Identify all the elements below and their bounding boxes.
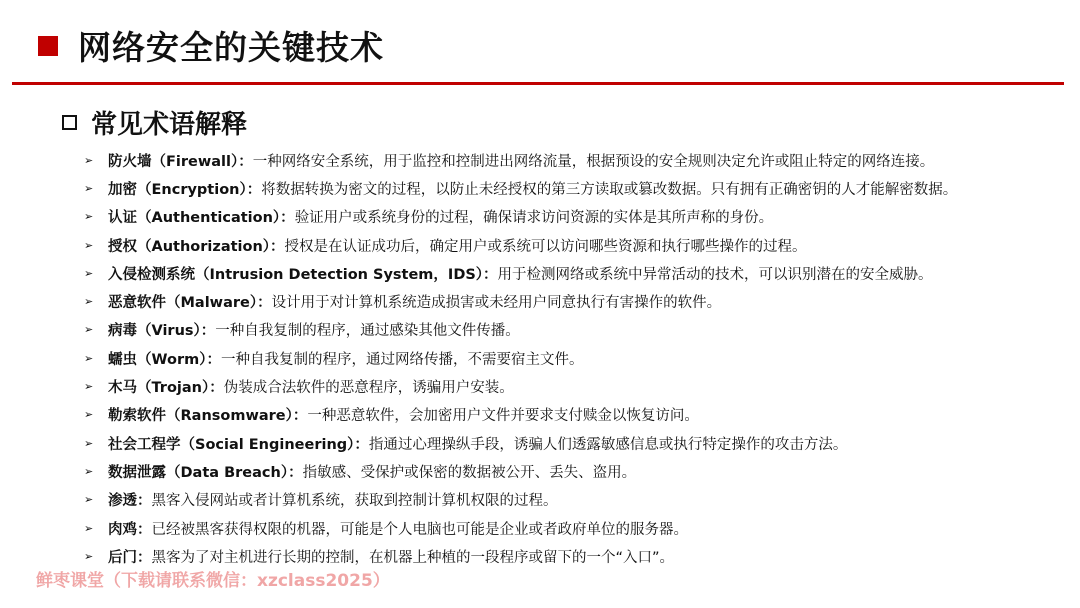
- list-item: [84, 316, 957, 344]
- list-item: [84, 259, 957, 287]
- term-description: 一种恶意软件，会加密用户文件并要求支付赎金以恢复访问。: [307, 408, 699, 425]
- section-heading: [62, 104, 247, 141]
- slide-title: 网络安全的关键技术: [78, 28, 384, 67]
- list-item: [84, 203, 957, 231]
- term-name: 渗透：: [108, 493, 152, 510]
- watermark-text: 鲜枣课堂（下载请联系微信：xzclass2025）: [36, 571, 390, 591]
- list-item: [84, 174, 957, 202]
- arrow-bullet-icon: ➢: [84, 181, 94, 195]
- slide-title-bar: [38, 22, 384, 69]
- term-description: 用于检测网络或系统中异常活动的技术，可以识别潜在的安全威胁。: [497, 266, 933, 283]
- arrow-bullet-icon: ➢: [84, 323, 94, 337]
- term-description: 一种自我复制的程序，通过网络传播，不需要宿主文件。: [220, 351, 584, 368]
- term-description: 指敏感、受保护或保密的数据被公开、丢失、盗用。: [302, 464, 637, 481]
- term-description: 一种自我复制的程序，通过感染其他文件传播。: [215, 323, 520, 340]
- term-description: 将数据转换为密文的过程，以防止未经授权的第三方读取或篡改数据。只有拥有正确密钥的人才能解密数据。: [261, 181, 958, 198]
- term-description: 验证用户或系统身份的过程，确保请求访问资源的实体是其所声称的身份。: [294, 210, 774, 227]
- arrow-bullet-icon: ➢: [84, 493, 94, 507]
- term-name: 勒索软件（Ransomware）：: [108, 408, 308, 425]
- term-description: 指通过心理操纵手段，诱骗人们透露敏感信息或执行特定操作的攻击方法。: [368, 436, 848, 453]
- list-item: [84, 372, 957, 400]
- arrow-bullet-icon: ➢: [84, 521, 94, 535]
- arrow-bullet-icon: ➢: [84, 266, 94, 280]
- term-name: 社会工程学（Social Engineering）：: [108, 436, 369, 453]
- title-divider: [12, 82, 1064, 85]
- arrow-bullet-icon: ➢: [84, 380, 94, 394]
- list-item: [84, 287, 957, 315]
- arrow-bullet-icon: ➢: [84, 436, 94, 450]
- list-item: [84, 344, 957, 372]
- list-item: [84, 514, 957, 542]
- term-name: 蠕虫（Worm）：: [108, 351, 221, 368]
- arrow-bullet-icon: ➢: [84, 153, 94, 167]
- arrow-bullet-icon: ➢: [84, 351, 94, 365]
- section-title: 常见术语解释: [91, 110, 248, 140]
- hollow-square-icon: [62, 115, 77, 130]
- arrow-bullet-icon: ➢: [84, 238, 94, 252]
- term-name: 数据泄露（Data Breach）：: [108, 464, 303, 481]
- arrow-bullet-icon: ➢: [84, 408, 94, 422]
- term-name: 认证（Authentication）：: [108, 210, 295, 227]
- list-item: [84, 486, 957, 514]
- term-name: 肉鸡：: [108, 521, 152, 538]
- arrow-bullet-icon: ➢: [84, 295, 94, 309]
- arrow-bullet-icon: ➢: [84, 549, 94, 563]
- term-name: 加密（Encryption）：: [108, 181, 262, 198]
- term-description: 黑客入侵网站或者计算机系统，获取到控制计算机权限的过程。: [151, 493, 558, 510]
- term-name: 授权（Authorization）：: [108, 238, 285, 255]
- term-description: 黑客为了对主机进行长期的控制，在机器上种植的一段程序或留下的一个“入口”。: [151, 549, 675, 566]
- term-name: 恶意软件（Malware）：: [108, 295, 272, 312]
- list-item: [84, 231, 957, 259]
- term-description: 伪装成合法软件的恶意程序，诱骗用户安装。: [223, 380, 514, 397]
- term-name: 病毒（Virus）：: [108, 323, 216, 340]
- term-description: 授权是在认证成功后，确定用户或系统可以访问哪些资源和执行哪些操作的过程。: [284, 238, 807, 255]
- list-item: [84, 429, 957, 457]
- title-bullet-square: [38, 36, 58, 56]
- term-name: 防火墙（Firewall）：: [108, 153, 253, 170]
- term-description: 设计用于对计算机系统造成损害或未经用户同意执行有害操作的软件。: [271, 295, 722, 312]
- list-item: [84, 457, 957, 485]
- list-item: [84, 146, 957, 174]
- term-name: 入侵检测系统（Intrusion Detection System，IDS）：: [108, 266, 498, 283]
- arrow-bullet-icon: ➢: [84, 210, 94, 224]
- term-name: 后门：: [108, 549, 152, 566]
- arrow-bullet-icon: ➢: [84, 464, 94, 478]
- term-description: 一种网络安全系统，用于监控和控制进出网络流量，根据预设的安全规则决定允许或阻止特定的网络连接。: [252, 153, 935, 170]
- term-description: 已经被黑客获得权限的机器，可能是个人电脑也可能是企业或者政府单位的服务器。: [151, 521, 688, 538]
- term-list: [84, 146, 957, 570]
- list-item: [84, 401, 957, 429]
- term-name: 木马（Trojan）：: [108, 380, 224, 397]
